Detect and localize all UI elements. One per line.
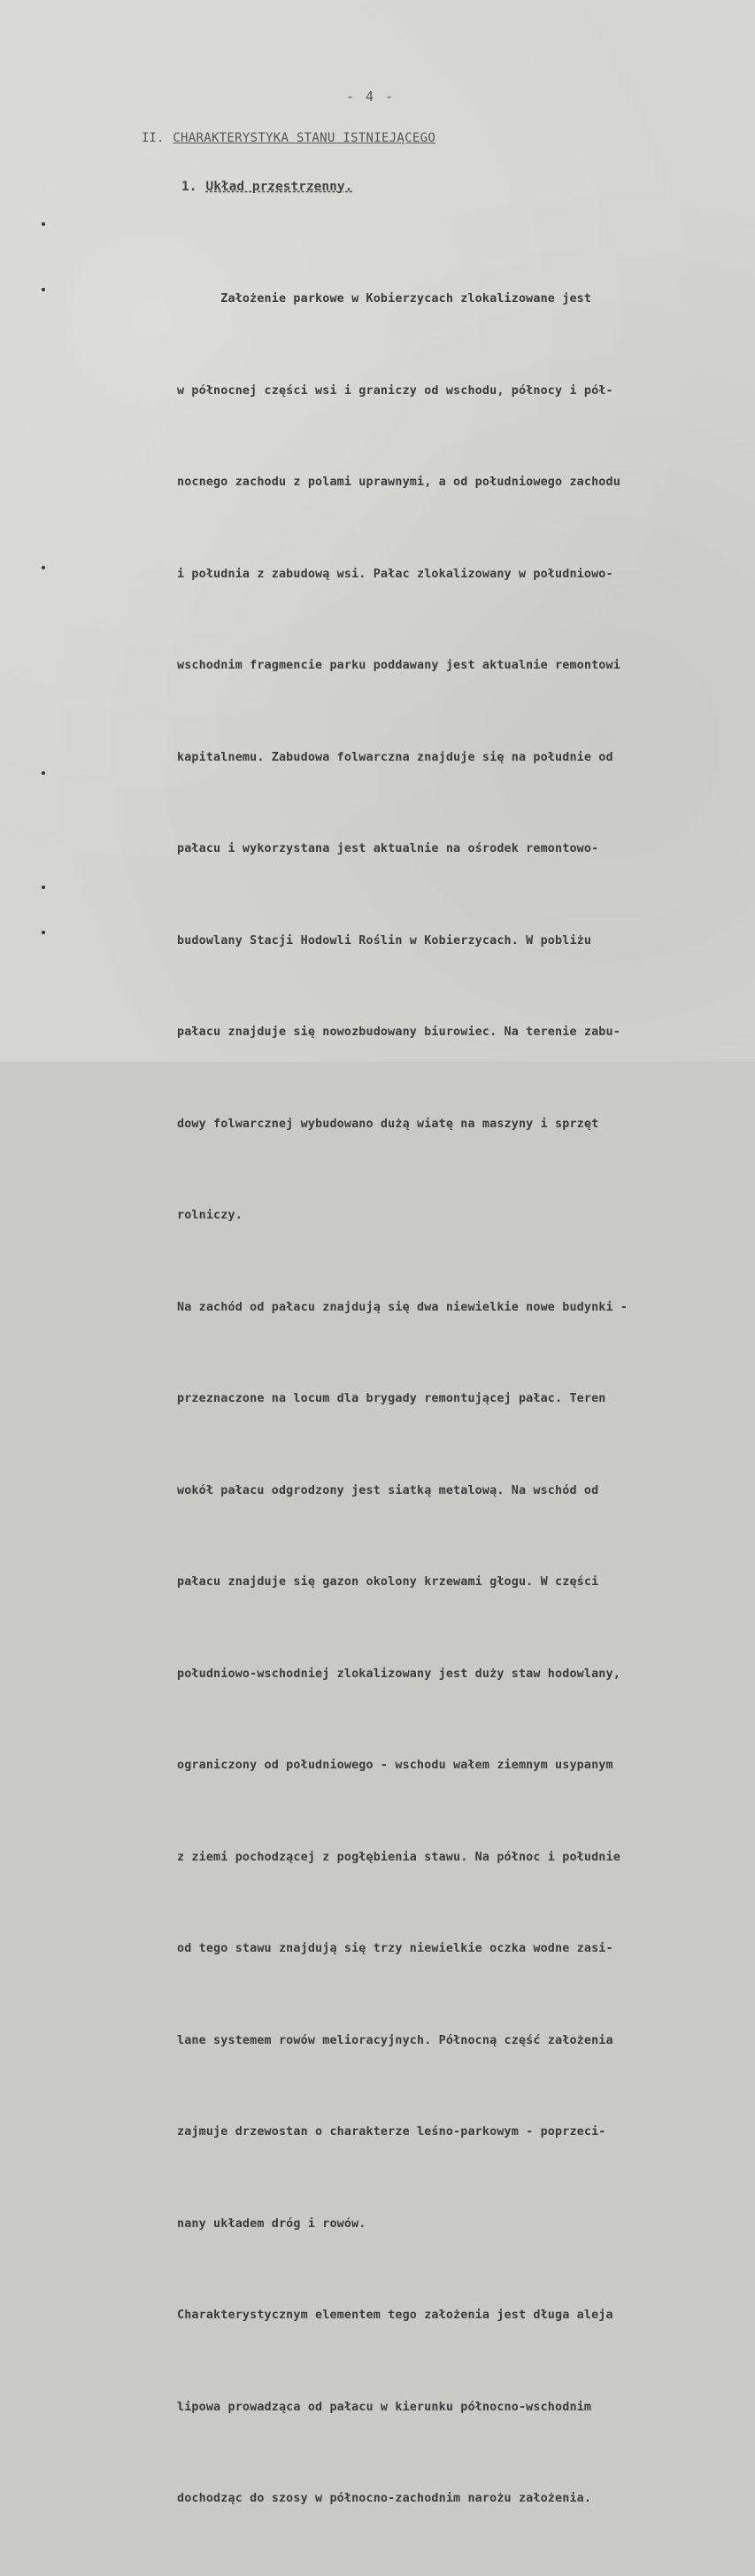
page-number: - 4 -	[346, 89, 396, 104]
body-line: przeznaczone na locum dla brygady remontującej pałac. Teren	[177, 1392, 606, 1405]
body-line: Na zachód od pałacu znajdują się dwa niewielkie nowe budynki -	[177, 1300, 628, 1314]
body-line: pałacu i wykorzystana jest aktualnie na ośrodek remontowo-	[177, 842, 599, 855]
body-line: kapitalnemu. Zabudowa folwarczna znajduje się na południe od	[177, 750, 613, 764]
body-line: wschodnim fragmencie parku poddawany jest aktualnie remontowi	[177, 659, 620, 672]
body-line: wokół pałacu odgrodzony jest siatką metalową. Na wschód od	[177, 1483, 599, 1497]
body-text	[177, 223, 752, 2576]
body-line: rolniczy.	[177, 1209, 243, 1222]
body-line: od tego stawu znajdują się trzy niewielkie oczka wodne zasi-	[177, 1942, 613, 1955]
body-line: w północnej części wsi i graniczy od wschodu, północy i pół-	[177, 383, 613, 398]
margin-dot	[42, 222, 45, 226]
body-line: nocnego zachodu z polami uprawnymi, a od południowego zachodu	[177, 476, 620, 489]
body-line: dowy folwarcznej wybudowano dużą wiatę na maszyny i sprzęt	[177, 1117, 599, 1131]
body-line: pałacu znajduje się nowozbudowany biurowiec. Na terenie zabu-	[177, 1025, 620, 1039]
body-line: z ziemi pochodzącej z pogłębienia stawu. Na północ i południe	[177, 1850, 620, 1864]
section-number: II.	[142, 131, 165, 145]
margin-dot	[42, 288, 45, 291]
body-line: Założenie parkowe w Kobierzycach zlokalizowane jest	[177, 292, 592, 306]
margin-dot	[42, 931, 45, 934]
body-line: lane systemem rowów melioracyjnych. Północną część założenia	[177, 2033, 613, 2047]
body-line: budowlany Stacji Hodowli Roślin w Kobierzycach. W pobliżu	[177, 933, 592, 948]
subsection-title: Układ przestrzenny.	[205, 180, 353, 194]
body-line: południowo-wschodniej zlokalizowany jest duży staw hodowlany,	[177, 1667, 620, 1681]
subsection-heading	[181, 180, 352, 194]
body-line: nany układem dróg i rowów.	[177, 2216, 366, 2231]
section-title: CHARAKTERYSTYKA STANU ISTNIEJĄCEGO	[173, 131, 436, 145]
body-line: lipowa prowadząca od pałacu w kierunku północno-wschodnim	[177, 2400, 592, 2414]
body-line: Charakterystycznym elementem tego założenia jest długa aleja	[177, 2309, 613, 2322]
subsection-number: 1.	[181, 180, 197, 194]
body-line: dochodząc do szosy w północno-zachodnim narożu założenia.	[177, 2492, 592, 2505]
body-line: ograniczony od południowego - wschodu wałem ziemnym usypanym	[177, 1759, 613, 1772]
margin-dot	[42, 886, 45, 889]
section-heading	[142, 131, 435, 145]
body-line: zajmuje drzewostan o charakterze leśno-parkowym - poprzeci-	[177, 2125, 606, 2139]
body-line: pałacu znajduje się gazon okolony krzewami głogu. W części	[177, 1575, 599, 1589]
margin-dot	[42, 771, 45, 775]
body-line: i południa z zabudową wsi. Pałac zlokalizowany w południowo-	[177, 567, 613, 581]
margin-dot	[42, 566, 45, 569]
